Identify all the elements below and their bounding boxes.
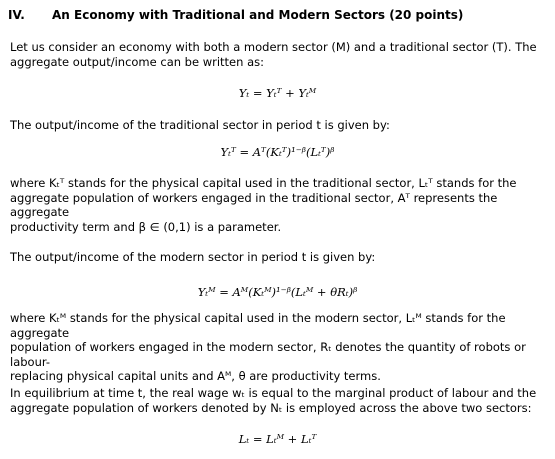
traditional-sector-definitions: where Kₜᵀ stands for the physical capital used in the traditional sector, Lₜᵀ stands for the aggregate population of workers engaged in the traditional sector, Aᵀ represents the aggregate productivity term and β ∈ (0,1) is a parameter. xyxy=(10,176,517,234)
section-title: An Economy with Traditional and Modern Sectors (20 points) xyxy=(52,8,464,22)
traditional-sector-intro: The output/income of the traditional sector in period t is given by: xyxy=(10,118,390,132)
modern-sector-definitions: where Kₜᴹ stands for the physical capital used in the modern sector, Lₜᴹ stands for the aggregate population of workers engaged in the modern sector, Rₜ denotes the quantity of robots or labour- replacing physical capital units and Aᴹ, θ are productivity terms. xyxy=(10,311,526,383)
aggregate-equation-text: Yₜ = Yₜᵀ + Yₜᴹ xyxy=(238,86,317,100)
modern-sector-intro: The output/income of the modern sector in period t is given by: xyxy=(10,250,376,264)
section-number: IV. xyxy=(8,8,25,22)
equilibrium-paragraph: In equilibrium at time t, the real wage wₜ is equal to the marginal product of labour and the aggregate population of workers denoted by Nₜ is employed across the above two sectors: xyxy=(10,386,537,415)
modern-equation-text: Yₜᴹ = Aᴹ(Kₜᴹ)¹⁻ᵝ(Lₜᴹ + θRₜ)ᵝ xyxy=(197,285,358,299)
aggregate-output-equation xyxy=(0,86,555,101)
traditional-output-equation xyxy=(0,145,555,160)
traditional-equation-text: Yₜᵀ = Aᵀ(Kₜᵀ)¹⁻ᵝ(Lₜᵀ)ᵝ xyxy=(220,145,335,159)
intro-paragraph: Let us consider an economy with both a modern sector (M) and a traditional sector (T). The aggregate output/income can be written as: xyxy=(10,40,537,69)
labour-equation-text: Lₜ = Lₜᴹ + Lₜᵀ xyxy=(238,432,317,446)
labour-allocation-equation xyxy=(0,432,555,447)
section-heading xyxy=(8,8,463,23)
modern-output-equation xyxy=(0,285,555,300)
